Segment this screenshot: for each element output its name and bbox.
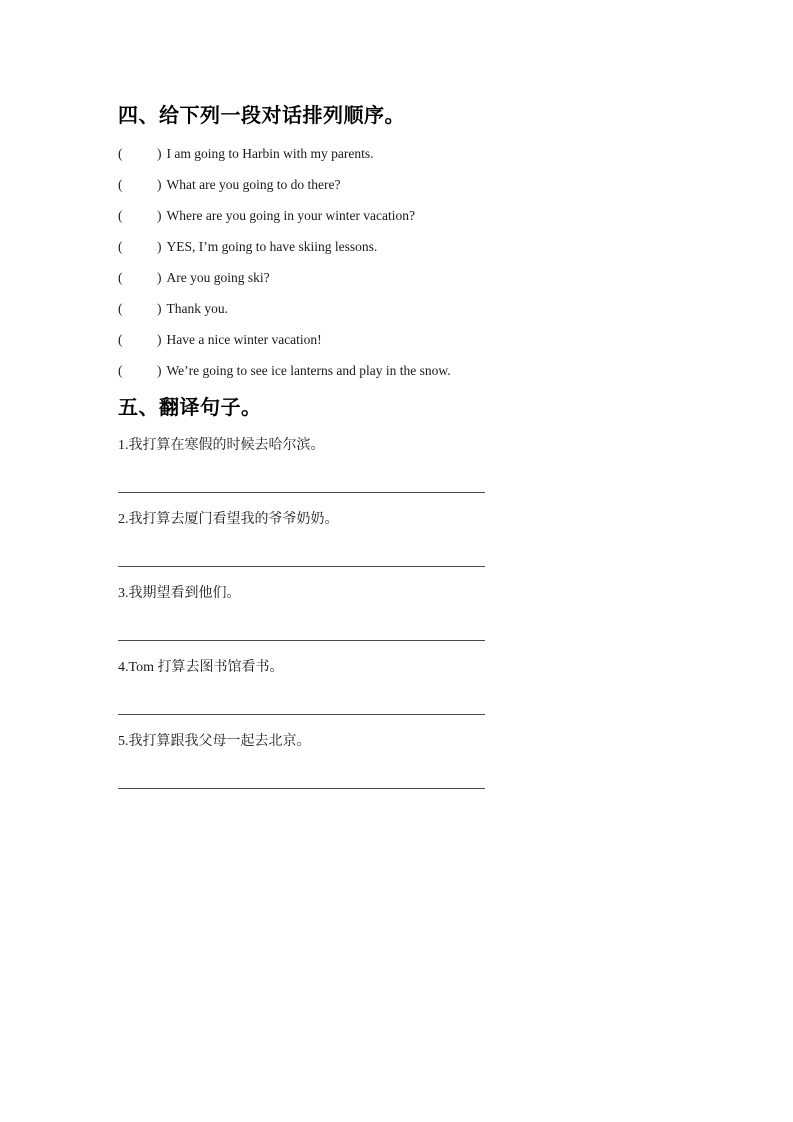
dialogue-sentence: Where are you going in your winter vacation? [166,208,416,223]
dialogue-row [118,293,673,324]
dialogue-row [118,200,673,231]
dialogue-row [118,324,673,355]
answer-line [118,714,485,715]
dialogue-sentence: Are you going ski? [166,270,270,285]
answer-blank-close: ) [157,270,162,285]
dialogue-sentence: Thank you. [166,301,228,316]
translation-sentence [118,732,673,751]
answer-line [118,566,485,567]
translation-sentence [118,584,673,603]
item-number: 1. [118,438,129,453]
answer-blank-close: ) [157,363,162,378]
dialogue-sentence: Have a nice winter vacation! [166,332,322,347]
dialogue-sentence: What are you going to do there? [166,177,341,192]
translation-item [118,510,673,567]
answer-blank-close: ) [157,177,162,192]
item-text: Tom 打算去图书馆看书。 [128,660,284,675]
answer-blank-open: ( [118,270,123,285]
translation-item [118,584,673,641]
answer-blank-close: ) [157,332,162,347]
item-text: 我期望看到他们。 [128,586,241,601]
answer-blank-open: ( [118,146,123,161]
dialogue-row [118,262,673,293]
dialogue-row [118,355,673,386]
answer-blank-open: ( [118,177,123,192]
answer-blank-open: ( [118,363,123,378]
item-text: 我打算跟我父母一起去北京。 [128,734,311,749]
dialogue-sentence: YES, I’m going to have skiing lessons. [166,239,378,254]
answer-blank-close: ) [157,301,162,316]
translation-item [118,658,673,715]
translation-section-heading: 五、翻译句子。 [118,397,262,419]
dialogue-sentence: I am going to Harbin with my parents. [166,146,374,161]
answer-blank-open: ( [118,239,123,254]
dialogue-sentence: We’re going to see ice lanterns and play in the snow. [166,363,451,378]
answer-blank-open: ( [118,301,123,316]
translation-sentence [118,510,673,529]
answer-blank-open: ( [118,332,123,347]
dialogue-row [118,169,673,200]
translation-item [118,436,673,493]
item-number: 3. [118,586,129,601]
answer-line [118,640,485,641]
dialogue-row [118,231,673,262]
answer-blank-close: ) [157,146,162,161]
translation-sentence [118,436,673,455]
item-text: 我打算在寒假的时候去哈尔滨。 [128,438,325,453]
translation-item [118,732,673,789]
dialogue-list [118,138,673,386]
item-number: 2. [118,512,129,527]
dialogue-section-heading: 四、给下列一段对话排列顺序。 [118,105,405,127]
answer-blank-close: ) [157,208,162,223]
item-text: 我打算去厦门看望我的爷爷奶奶。 [128,512,339,527]
translation-sentence [118,658,673,677]
answer-blank-open: ( [118,208,123,223]
answer-line [118,492,485,493]
answer-blank-close: ) [157,239,162,254]
translation-list [118,436,673,789]
translation-section [118,396,673,789]
item-number: 4. [118,660,129,675]
item-number: 5. [118,734,129,749]
dialogue-section [118,104,673,386]
answer-line [118,788,485,789]
dialogue-row [118,138,673,169]
